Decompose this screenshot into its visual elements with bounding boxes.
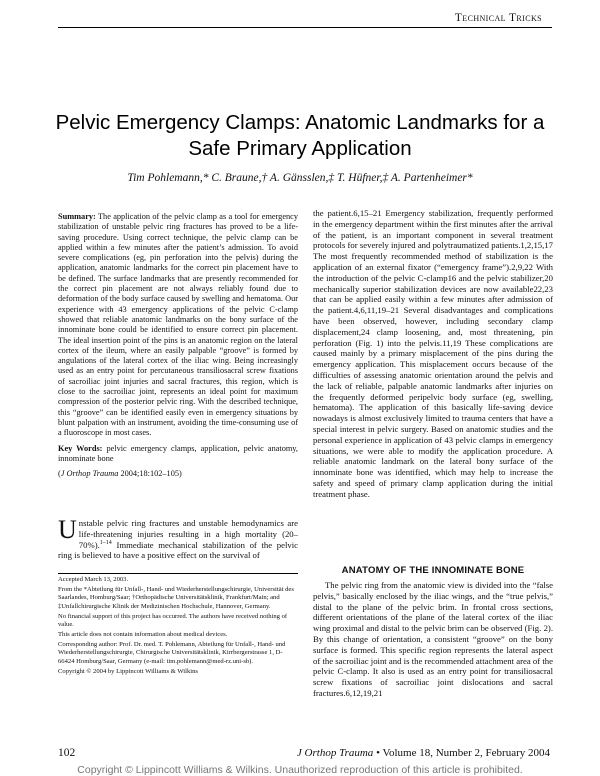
journal-issue: • Volume 18, Number 2, February 2004 — [373, 747, 550, 759]
intro-paragraph — [58, 515, 298, 561]
footnote-rule — [58, 573, 298, 574]
section-label: Technical Tricks — [454, 12, 542, 24]
section-header — [455, 12, 542, 24]
anatomy-text: The pelvic ring from the anatomic view is divided into the “false pelvis,” basically enclosed by the iliac wings, and the “true pelvis,” distal to the plane of the pelvic brim. In frontal cross sections, different orientations of the plane of the lateral cortex of the iliac wing proximal and distal to the pelvic brim can be observed (Fig. 2). By this change of orientation, a consistent “groove” on the bony surface is formed. This specific region represents the lateral aspect of the sacroiliac joint and is the recommended attachment area of the pelvic C-clamp. It also is used as an entry point for transiliosacral screw fixations of sacroiliac joint dislocations and sacral fractures.6,12,19,21 — [313, 580, 553, 698]
summary-label: Summary: — [58, 212, 96, 221]
right-column-paragraph: the patient.6,15–21 Emergency stabilization, frequently performed in the emergency department within the first minutes after the arrival of the patient, is an important component in several treatment protocols for severely injured and polytraumatized patients.1,2,15,17 The most frequently recommended method of stabilization is the application of an external fixator (“emergency frame”).2,9,22 With the introduction of the pelvic C-clamp16 and the pelvic stabilizer,20 mechanically superior stabilization devices are now available22,23 that can be applied easily within a few minutes after admission of the patient.4,6,11,19–21 Several disadvantages and complications have been observed, however, including secondary clamp displacement,24 clamp loosening, and, most threatening, pin perforation (Fig. 1) into the pelvis.11,19 These complications are caused mainly by a primary misplacement of the pins during the emergency application. This misplacement occurs because of the difficulties of assessing anatomic orientation around the pelvis and the lack of reliable, palpable anatomic landmarks after injuries on the frequently deformed peripelvic body surface (eg, swelling, hematoma). The application of this basically life-saving device nowadays is almost exclusively limited to trauma centers that have a special interest in pelvic surgery. Based on anatomic studies and the personal experience in application of 43 pelvic clamps in emergency situations, we were able to modify the application procedure. A reliable anatomic landmark on the lateral bony surface of the innominate bone was identified, which may help to increase the safety and speed of primary clamp application during the initial treatment phase. — [313, 208, 553, 499]
keywords-text: pelvic emergency clamps, application, pelvic anatomy, innominate bone — [58, 443, 298, 463]
journal-name: J Orthop Trauma — [296, 747, 374, 759]
anatomy-paragraph — [313, 580, 553, 699]
article-title: Pelvic Emergency Clamps: Anatomic Landmarks for a Safe Primary Application — [55, 111, 545, 160]
footnote: Copyright © 2004 by Lippincott Williams & Wilkins — [58, 667, 198, 675]
author-list: Tim Pohlemann,* C. Braune,† A. Gänsslen,‡ T. Hüfner,‡ A. Partenheimer* — [127, 172, 473, 184]
citation-rest: 2004;18:102–105) — [118, 469, 182, 479]
footnotes — [58, 576, 298, 677]
footnote: Corresponding author: Prof. Dr. med. T. Pohlemann, Abteilung für Unfall-, Hand- und Wiederherstellungschirurgie, Chirurgische Universitätsklinik, Kirrbergerstrasse 1, D-66424 Homburg/Saar, Germany (e-mail: tim.pohlemann@med-rz.uni-sb). — [58, 640, 286, 665]
intro-text-2: Immediate mechanical stabilization of the pelvic ring is believed to have a positive effect on the survival of — [58, 539, 298, 561]
citation-journal: J Orthop Trauma — [60, 469, 119, 479]
footnote: No financial support of this project has occurred. The authors have received nothing of value. — [58, 612, 288, 629]
copyright-notice: Copyright © Lippincott Williams & Wilkins. Unauthorized reproduction of this article is prohibited. — [77, 764, 523, 776]
citation: (J Orthop Trauma 2004;18:102–105) — [58, 469, 182, 479]
intro-text: nstable pelvic ring fractures and unstable hemodynamics are life-threatening injuries resulting in a high mortality (20–70%). — [78, 518, 298, 550]
summary-text: The application of the pelvic clamp as a tool for emergency stabilization of unstable pelvic ring fractures has proved to be a life-saving procedure. Using correct technique, the pelvic clamp can be applied within a few minutes after the patient’s admission. To avoid severe complications (eg, pin perforation into the pelvis) during the application, anatomic landmarks for the correct pin placement have to be defined. The surface landmarks that are presently recommended for the correct pin placement are not always reliably found due to deformation of the body surface caused by swelling and hematoma. Our experience with 43 emergency applications of the pelvic C-clamp showed that reliable anatomic landmarks on the bony surface of the innominate bone could be identified to ensure correct pin placement. The ideal insertion point of the pins is an anatomic region on the lateral cortex of the ileum, where an easily palpable “groove” is formed by angulations of the lateral cortex of the iliac wing. Being increasingly used as an entry point for percutaneous transiliosacral screw fixations of sacroiliac joint injuries and sacral fractures, this region, which is close to the sacroiliac joint, represents an ideal point for maximum compression of the posterior pelvic ring. With the described technique, this “groove” can be identified easily even in emergency situations by blunt palpation with an instrument, avoiding the time-consuming use of a fluoroscope in most cases. — [58, 212, 298, 438]
intro-ref: 1–14 — [99, 539, 112, 546]
page-number: 102 — [58, 747, 76, 759]
section-heading: ANATOMY OF THE INNOMINATE BONE — [341, 565, 525, 576]
keywords-label: Key Words: — [58, 443, 103, 453]
header-rule — [58, 27, 552, 28]
footnote: This article does not contain information about medical devices. — [58, 630, 228, 638]
journal-footer — [297, 747, 550, 759]
footnote: Accepted March 13, 2003. — [58, 576, 129, 583]
footnote: From the *Abteilung für Unfall-, Hand- und Wiederherstellungschirurgie, Universität des Saarlandes, Homburg/Saar; †Orthopädische Universitätsklinik, Frankfurt/Main; and ‡Unfallchirurgische Klinik der Medizinischen Hochschule, Hannover, Germany. — [58, 585, 294, 610]
abstract-block — [58, 212, 298, 484]
drop-cap: U — [58, 515, 77, 544]
